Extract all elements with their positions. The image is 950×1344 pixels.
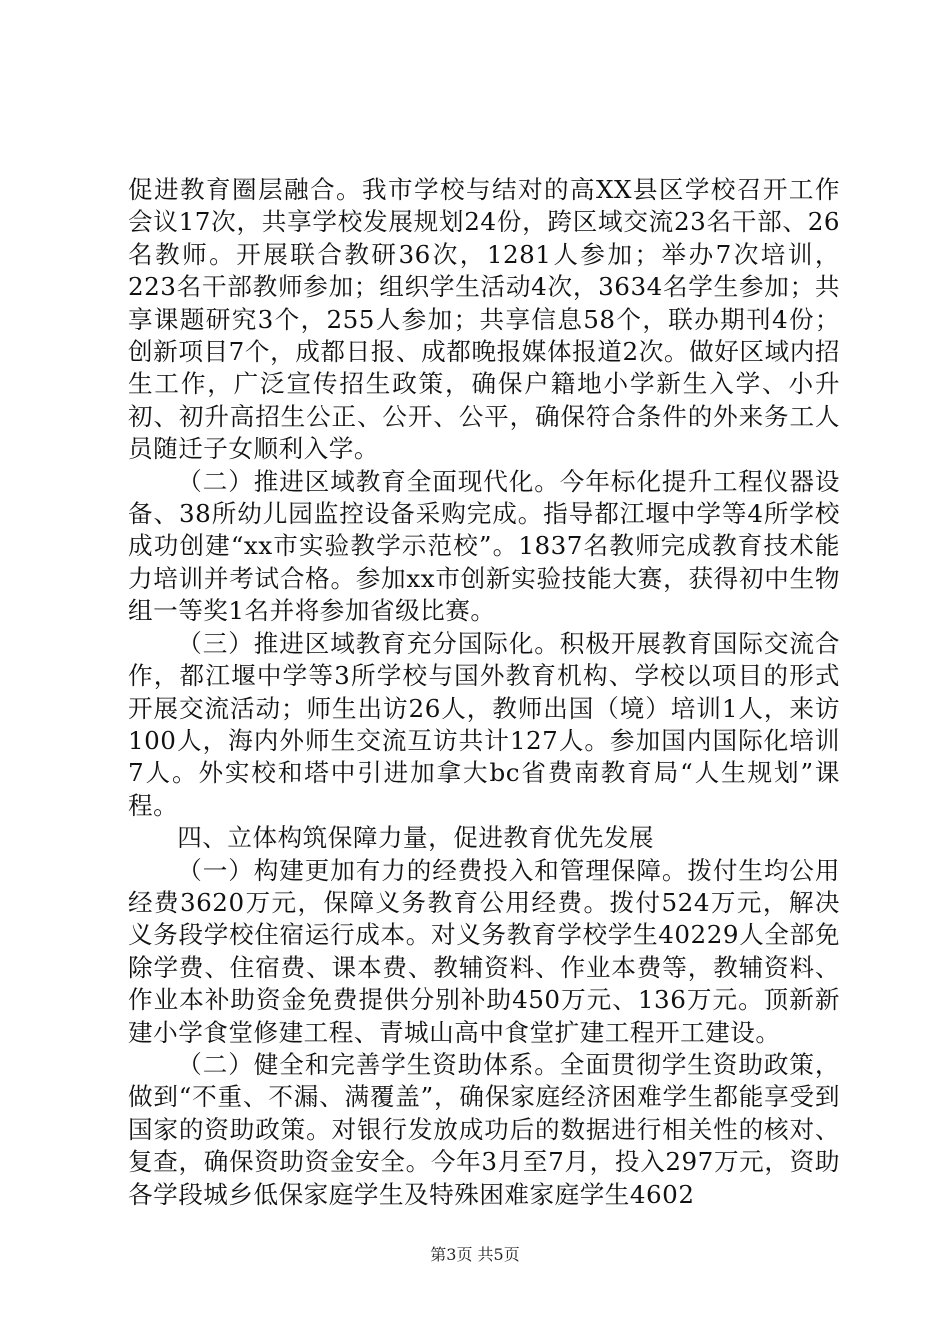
paragraph-education-internationalization: （三）推进区域教育充分国际化。积极开展教育国际交流合作，都江堰中学等3所学校与国外教育机构、学校以项目的形式开展交流活动；师生出访26人，教师出国（境）培训1人，来访100人，海内外师生交流互访共计127人。参加国内国际化培训7人。外实校和塔中引进加拿大bc省费南教育局“人生规划”课程。 [128,628,840,820]
page-number-label: 第3页 共5页 [430,1245,520,1264]
document-body [128,174,840,1211]
paragraph-education-circle-integration: 促进教育圈层融合。我市学校与结对的高XX县区学校召开工作会议17次，共享学校发展规划24份，跨区域交流23名干部、26名教师。开展联合教研36次，1281人参加；举办7次培训，223名干部教师参加；组织学生活动4次，3634名学生参加；共享课题研究3个，255人参加；共享信息58个，联办期刊4份；创新项目7个，成都日报、成都晚报媒体报道2次。做好区域内招生工作，广泛宣传招生政策，确保户籍地小学新生入学、小升初、初升高招生公正、公开、公平，确保符合条件的外来务工人员随迁子女顺利入学。 [128,175,840,464]
paragraph-education-modernization: （二）推进区域教育全面现代化。今年标化提升工程仪器设备、38所幼儿园监控设备采购完成。指导都江堰中学等4所学校成功创建“xx市实验教学示范校”。1837名教师完成教育技术能力培训并考试合格。参加xx市创新实验技能大赛，获得初中生物组一等奖1名并将参加省级比赛。 [128,466,840,626]
section-heading-guarantee: 四、立体构筑保障力量，促进教育优先发展 [177,823,654,853]
paragraph-student-aid-system: （二）健全和完善学生资助体系。全面贯彻学生资助政策，做到“不重、不漏、满覆盖”，确保家庭经济困难学生都能享受到国家的资助政策。对银行发放成功后的数据进行相关性的核对、复查，确保资助资金安全。今年3月至7月，投入297万元，资助各学段城乡低保家庭学生及特殊困难家庭学生4602 [128,1049,840,1209]
page-footer [0,1245,950,1265]
paragraph-funding-guarantee: （一）构建更加有力的经费投入和管理保障。拨付生均公用经费3620万元，保障义务教育公用经费。拨付524万元，解决义务段学校住宿运行成本。对义务教育学校学生40229人全部免除学费、住宿费、课本费、教辅资料、作业本费等，教辅资料、作业本补助资金免费提供分别补助450万元、136万元。顶新新建小学食堂修建工程、青城山高中食堂扩建工程开工建设。 [128,855,840,1047]
